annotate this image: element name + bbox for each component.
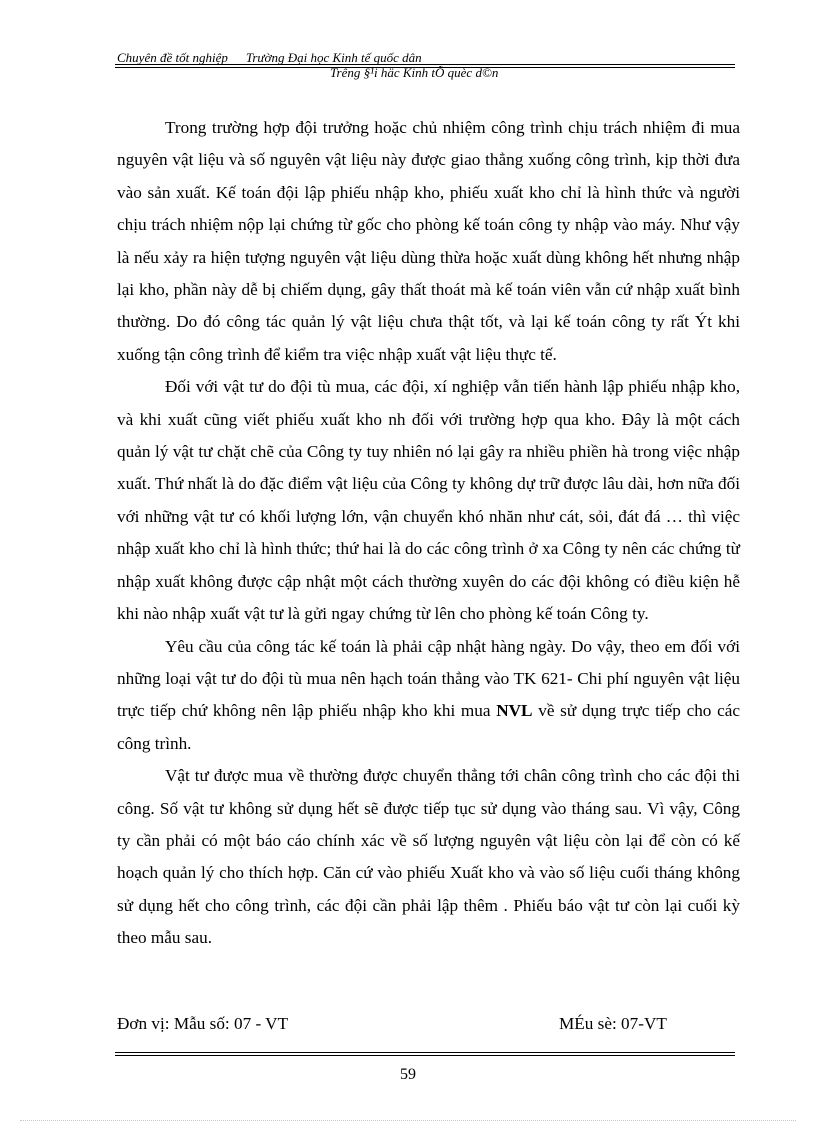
form-unit-label: Đơn vị: Mẫu số: 07 - VT — [117, 1014, 289, 1033]
paragraph-1: Trong trường hợp đội trưởng hoặc chủ nhiệm công trình chịu trách nhiệm đi mua nguyên vật liệu và số nguyên vật liệu này được giao thẳng xuống công trình, kịp thời đưa vào sản xuất. Kế toán đội lập phiếu nhập kho, phiếu xuất kho chỉ là hình thức và người chịu trách nhiệm nộp lại chứng từ gốc cho phòng kế toán công ty nhập vào máy. Như vậy là nếu xảy ra hiện tượng nguyên vật liệu dùng thừa hoặc xuất dùng không hết nhưng nhập lại kho, phần này dễ bị chiếm dụng, gây thất thoát mà kế toán viên vẫn cứ nhập xuất bình thường. Do đó công tác quản lý vật liệu chưa thật tốt, và lại kế toán công ty rất Ýt khi xuống tận công trình để kiểm tra việc nhập xuất vật liệu thực tế. — [117, 118, 740, 364]
header-subline: Trêng §¹i häc Kinh tÕ quèc d©n — [330, 65, 499, 80]
page-bottom-border — [20, 1120, 796, 1121]
footer-rule-top — [115, 1052, 735, 1053]
paragraph-4: Vật tư được mua về thường được chuyển thẳng tới chân công trình cho các đội thi công. Số vật tư không sử dụng hết sẽ được tiếp tục sử dụng vào tháng sau. Vì vậy, Công ty cần phải có một báo cáo chính xác về số lượng nguyên vật liệu còn lại để còn có kế hoạch quản lý cho thích hợp. Căn cứ vào phiếu Xuất kho và vào số liệu cuối tháng không sử dụng hết cho công trình, các đội cần phải lập thêm . Phiếu báo vật tư còn lại cuối kỳ theo mẫu sau. — [117, 766, 740, 948]
paragraph-3-bold: NVL — [496, 701, 533, 721]
paragraph-3 — [117, 631, 740, 761]
body-text — [117, 112, 740, 955]
paragraph-2: Đối với vật tư do đội tù mua, các đội, xí nghiệp vẫn tiến hành lập phiếu nhập kho, và khi xuất cũng viết phiếu xuất kho nh đối với trường hợp qua kho. Đây là một cách quản lý vật tư chặt chẽ của Công ty tuy nhiên nó lại gây ra nhiều phiền hà trong việc nhập xuất. Thứ nhất là do đặc điểm vật liệu của Công ty không dự trữ được lâu dài, hơn nữa đối với những vật tư có khối lượng lớn, vận chuyển khó nhăn như cát, sỏi, đát đá … thì việc nhập xuất kho chỉ là hình thức; thứ hai là do các công trình ở xa Công ty nên các chứng từ nhập xuất không được cập nhật một cách thường xuyên do các đội không có điều kiện hễ khi nào nhập xuất vật tư là gửi ngay chứng từ lên cho phòng kế toán Công ty. — [117, 377, 740, 624]
paragraph-3-tail: về sử dụng trực tiếp cho các công trình. — [117, 701, 740, 753]
footer-rule-bottom — [115, 1055, 735, 1056]
header-university-label: Trường Đại học Kinh tế quốc dân — [245, 50, 422, 65]
header-rule-bottom — [115, 67, 735, 68]
page-number: 59 — [400, 1066, 416, 1083]
form-code-label: MÉu sè: 07-VT — [559, 1014, 667, 1033]
header-rule-top — [115, 64, 735, 65]
header-thesis-label: Chuyên đề tốt nghiệp — [117, 50, 228, 65]
paragraph-3-text: Yêu cầu của công tác kế toán là phải cập nhật hàng ngày. Do vậy, theo em đối với những loại vật tư do đội tù mua nên hạch toán thẳng vào TK 621- Chi phí nguyên vật liệu trực tiếp chứ không nên lập phiếu nhập kho khi mua — [117, 636, 740, 721]
